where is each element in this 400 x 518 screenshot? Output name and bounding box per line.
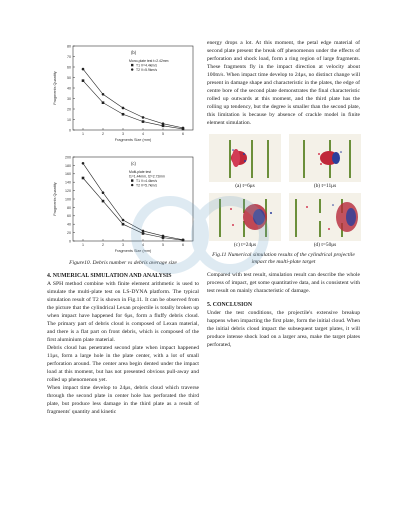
sim-panel-c: [209, 193, 281, 248]
data-point: [82, 162, 85, 165]
sim-image-b: [289, 134, 361, 182]
x-tick-label: 6: [182, 132, 184, 136]
data-point: [122, 107, 125, 110]
right-column: [207, 40, 360, 350]
y-tick-label: 40: [67, 86, 71, 91]
x-tick-label: 6: [182, 243, 184, 247]
sim-label-b: (b) t=11μs: [313, 182, 337, 189]
y-tick-label: 80: [67, 44, 71, 49]
y-tick-label: 20: [67, 107, 71, 112]
right-paragraph-top: energy drops a lot. At this moment, the petal edge material of second plate present the break off phenomenon under the effects of perforation and shock load, form a ring region of large fragments. These fragments fly in the impact direction at velocity about 100m/s. When impact time develop to 24μs, no distinct change will present in damage shape and characteristic in the plates, the edge of centre bore of the second plate demonstrates the final characteristic rolled up outwards at this moment, and the third plate has the rolling up tendency, but the degree is smaller than the second plate, this limitation is because by absence of crackle model in finite element simulation.: [207, 40, 360, 126]
y-tick-label: 120: [65, 189, 71, 193]
data-point: [142, 120, 145, 123]
legend-marker: [131, 68, 133, 70]
x-tick-label: 5: [162, 243, 164, 247]
chart-mono-plate: [47, 40, 199, 145]
section-4-paragraph-3: When impact time develop to 24μs, debris cloud which traverse through the second plate in center hole has perforated the third plate, but produce less damage in the third plate as a result of fragments' quantity and kinetic: [47, 384, 199, 415]
data-point: [122, 219, 125, 222]
y-tick-label: 60: [67, 214, 71, 219]
chart-multi-plate: [47, 151, 199, 256]
right-paragraph-compare: Compared with test result, simulation result can describe the whole process of impact, get some quantitative data, and is consistent with test result on mainly characteristic of damage.: [207, 271, 360, 294]
y-tick-label: 60: [67, 65, 71, 70]
x-tick-label: 3: [122, 243, 124, 247]
x-tick-label: 3: [122, 132, 124, 136]
section-5-title: 5. CONCLUSION: [207, 301, 253, 308]
y-tick-label: 70: [67, 54, 71, 59]
y-tick-label: 0: [69, 128, 71, 133]
y-tick-label: 140: [65, 180, 71, 185]
y-tick-label: 160: [65, 172, 71, 177]
figure-10-caption: Figure10. Debris number vs debris average size: [69, 260, 177, 266]
y-tick-label: 100: [65, 197, 71, 202]
legend-marker: [131, 184, 133, 186]
data-point: [82, 177, 85, 180]
y-axis-label: Fragments Quantity: [53, 182, 57, 216]
y-tick-label: 0: [69, 239, 71, 244]
chart-multi-plate-svg: [47, 151, 199, 256]
legend-entry: T2 V=5.7km/s: [136, 183, 158, 188]
chart-mono-plate-svg: [47, 40, 199, 145]
data-point: [102, 191, 105, 194]
x-axis-label: Fragments Size (mm): [114, 138, 152, 142]
sim-label-a: (a) t=6μs: [235, 182, 255, 189]
data-point: [142, 232, 145, 235]
data-point: [102, 101, 105, 104]
data-point: [102, 200, 105, 203]
sim-label-d: (d) t=50μs: [313, 241, 337, 248]
y-tick-label: 40: [67, 222, 71, 227]
sim-image-a: [209, 134, 281, 182]
sim-image-c: [209, 193, 281, 241]
legend-subtitle: t1=1.44mm, t2=2.72mm: [129, 174, 165, 179]
section-4-paragraph-1: A SPH method combine with finite element arithmetic is used to simulate the multi-plate test on LS-DYNA platform. The typical simulation result of T2 is shown in Fig.11. It can be observed from the picture that the cylindrical Lexan projectile is totally broken up when impact have happened for 6μs, form a fluffy debris cloud. The primary part of debris cloud is composed of Lexan material, and there is a flat part on front debris, which is composed of the first aluminium plate material.: [47, 280, 199, 343]
y-tick-label: 50: [67, 75, 71, 80]
x-tick-label: 4: [142, 243, 144, 247]
figure-11-caption: Fig.11 Numerical simulation results of the cylindrical projectile impact the multi-plate target: [212, 251, 355, 265]
legend-entry: T1 V=4.4km/s: [136, 63, 158, 68]
x-tick-label: 2: [102, 132, 104, 136]
y-tick-label: 80: [67, 205, 71, 210]
figure-10: [47, 40, 199, 267]
legend-marker: [131, 179, 133, 181]
data-point: [182, 127, 185, 130]
figure-11-grid: [209, 134, 360, 248]
section-4-paragraph-2: Debris cloud has penetrated second plate when impact happened 11μs, form a large hole in the plate center, with a lot of small perforation around. The center area begin dented under the impact load at this moment, but has not presented obvious pull-away and rolled up phenomenon yet.: [47, 344, 199, 383]
legend-entry: T1 V=4.4km/s: [136, 179, 158, 183]
data-point: [122, 223, 125, 226]
left-column: [47, 40, 199, 417]
x-tick-label: 4: [142, 132, 144, 136]
data-point: [82, 79, 85, 82]
x-tick-label: 1: [82, 243, 84, 247]
sim-panel-d: [289, 193, 361, 248]
y-tick-label: 10: [67, 117, 71, 122]
y-tick-label: 30: [67, 96, 71, 101]
data-point: [122, 113, 125, 116]
x-tick-label: 1: [82, 132, 84, 136]
panel-label: (b): [131, 50, 137, 55]
x-tick-label: 5: [162, 132, 164, 136]
x-tick-label: 2: [102, 243, 104, 247]
data-point: [142, 116, 145, 119]
data-point: [182, 238, 185, 241]
section-4-title: 4. NUMERICAL SIMULATION AND ANALYSIS: [47, 272, 172, 279]
data-point: [162, 122, 165, 125]
legend-marker: [131, 64, 133, 66]
data-point: [102, 93, 105, 96]
y-axis-label: Fragments Quantity: [53, 71, 57, 105]
sim-image-d: [289, 193, 361, 241]
legend-entry: T2 V=5.9km/s: [136, 68, 158, 72]
sim-panel-b: [289, 134, 361, 189]
sim-panel-a: [209, 134, 281, 189]
panel-label: (c): [131, 161, 136, 166]
y-tick-label: 200: [65, 155, 71, 160]
data-point: [82, 68, 85, 71]
legend-title: Mono-plate test t=2.42mm: [129, 59, 169, 63]
section-5-paragraph: Under the test conditions, the projectile's extensive breakup happens when impacting the first plate, form the initial cloud. When the initial debris cloud impact the subsequent target plates, it will produce intense shock load on a larger area, make the target plates perforated,: [207, 309, 360, 348]
data-point: [162, 235, 165, 238]
x-axis-label: Fragments Size (mm): [114, 249, 152, 253]
legend-title: Multi-plate test: [129, 170, 152, 174]
y-tick-label: 20: [67, 231, 71, 235]
sim-label-c: (c) t=24μs: [233, 241, 257, 248]
y-tick-label: 180: [65, 163, 71, 168]
series-line-1: [83, 178, 183, 240]
data-point: [142, 230, 145, 233]
series-line-2: [83, 69, 183, 128]
